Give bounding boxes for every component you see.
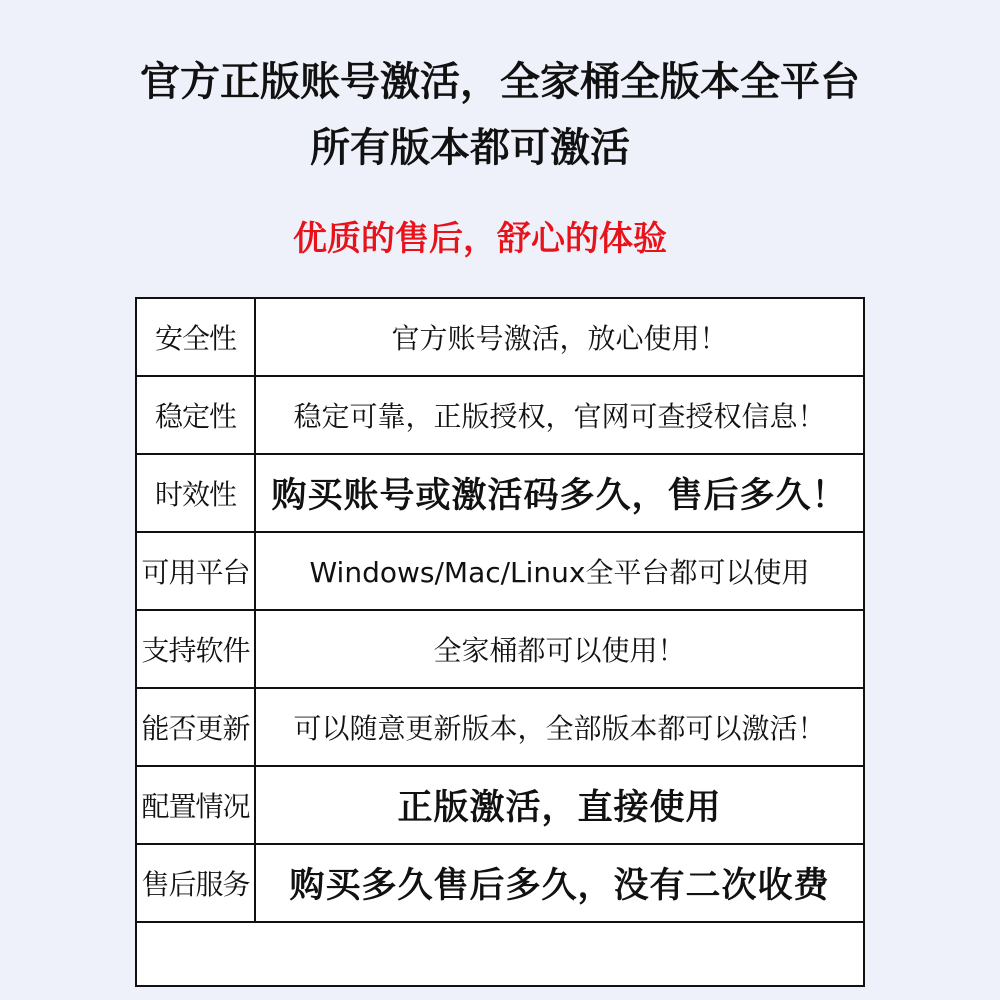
row-value: 可以随意更新版本，全部版本都可以激活！ <box>293 712 826 745</box>
service-slogan: 优质的售后，舒心的体验 <box>293 219 667 259</box>
table-row-after-sales <box>137 845 863 923</box>
row-value: 正版激活，直接使用 <box>397 788 722 828</box>
row-label: 可用平台 <box>137 533 256 609</box>
table-row-updates <box>137 689 863 767</box>
row-value: 购买多久售后多久，没有二次收费 <box>289 866 830 906</box>
row-value: 官方账号激活，放心使用！ <box>391 322 728 355</box>
feature-table <box>135 297 865 987</box>
row-label: 支持软件 <box>137 611 256 687</box>
row-label: 能否更新 <box>137 689 256 765</box>
table-row-stability <box>137 377 863 455</box>
row-label: 配置情况 <box>137 767 256 843</box>
row-label: 售后服务 <box>137 845 256 921</box>
table-empty-row <box>137 921 863 985</box>
table-row-configuration <box>137 767 863 845</box>
row-value: 购买账号或激活码多久，售后多久！ <box>271 476 848 516</box>
headline-line-1: 官方正版账号激活，全家桶全版本全平台 <box>140 59 860 105</box>
row-value: 稳定可靠，正版授权，官网可查授权信息！ <box>293 400 826 433</box>
table-row-validity <box>137 455 863 533</box>
row-value: Windows/Mac/Linux全平台都可以使用 <box>309 556 810 589</box>
table-row-security <box>137 299 863 377</box>
table-row-platforms <box>137 533 863 611</box>
row-label: 安全性 <box>137 299 256 375</box>
row-label: 稳定性 <box>137 377 256 453</box>
headline-line-2: 所有版本都可激活 <box>310 125 630 171</box>
row-value: 全家桶都可以使用！ <box>433 634 686 667</box>
table-row-software <box>137 611 863 689</box>
row-label: 时效性 <box>137 455 256 531</box>
